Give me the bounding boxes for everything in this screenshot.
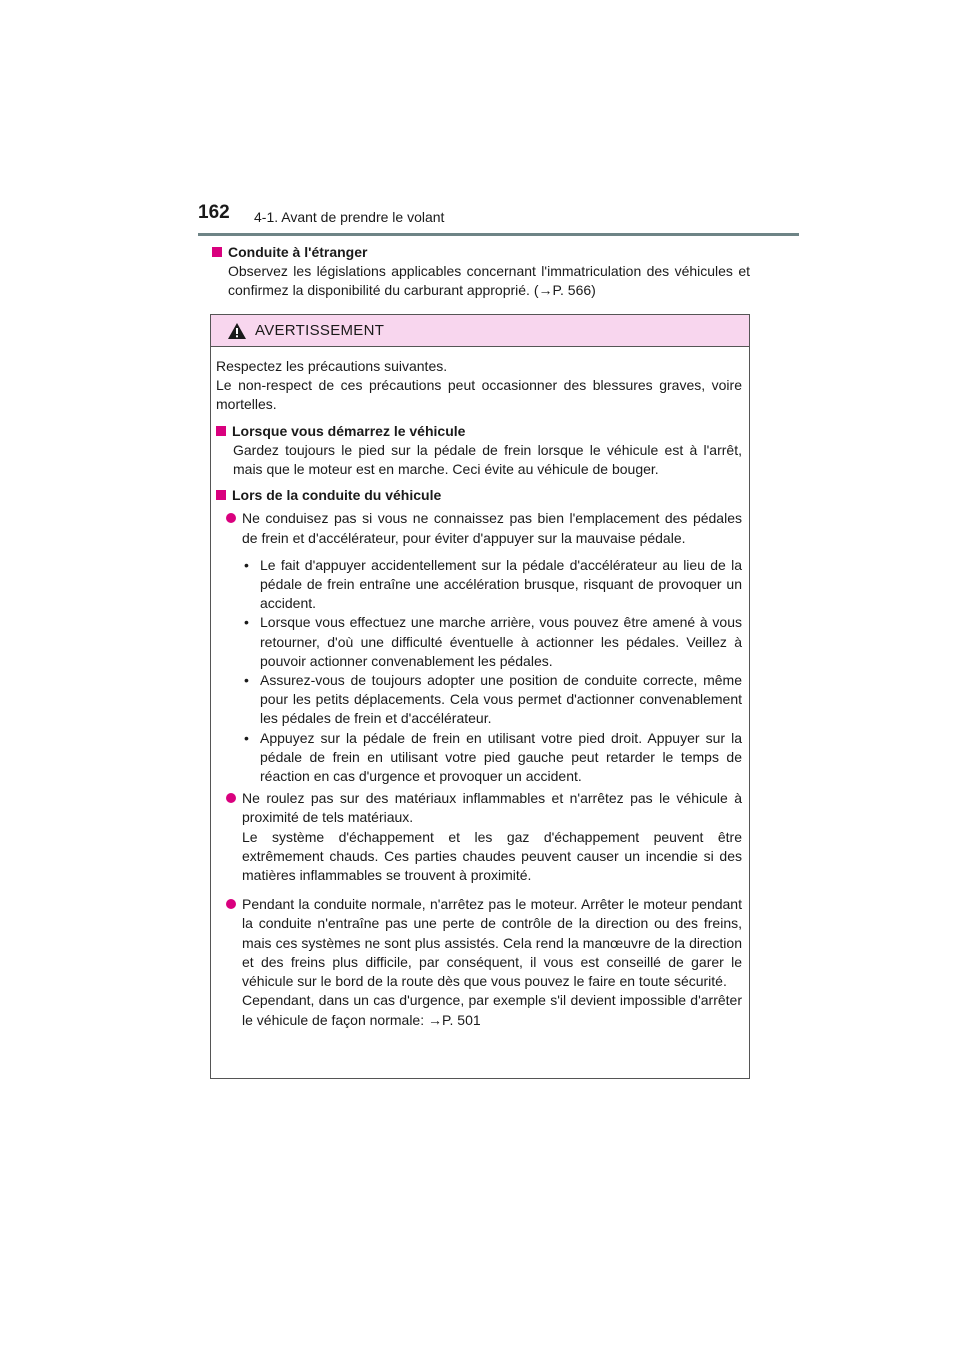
list-item [216,789,742,885]
list-item [242,613,742,671]
page-number: 162 [198,202,230,223]
item1-text: Ne conduisez pas si vous ne connaissez pas bien l'emplacement des pédales de frein et d'accélérateur, pour éviter d'appuyer sur la mauvaise pédale. [242,510,742,546]
intro-section [212,243,750,300]
bullet-mark: • [244,614,249,631]
item2-content [242,789,742,885]
bullet-mark: • [244,672,249,689]
section1-text: Gardez toujours le pied sur la pédale de frein lorsque le véhicule est à l'arrêt, mais que le moteur est en marche. Ceci évite au véhicule de bouger. [233,441,742,478]
bullet3-text: Assurez-vous de toujours adopter une position de conduite correcte, même pour les petits déplacements. Cela vous permet d'actionner convenablement les pédales de frein et d'accélérateur. [260,672,742,727]
item2-text-a: Ne roulez pas sur des matériaux inflammables et n'arrêtez pas le véhicule à proximité de tels matériaux. [242,790,742,826]
header-divider [198,233,799,236]
square-bullet-icon [216,490,226,500]
circle-bullet-icon [226,793,236,803]
intro-heading-text: Conduite à l'étranger [228,244,368,260]
item2-text-b: Le système d'échappement et les gaz d'échappement peuvent être extrêmement chauds. Ces parties chaudes peuvent causer un incendie si des matières inflammables se trouvent à proximité. [242,828,742,884]
item3-content [242,895,742,1029]
circle-bullet-icon [226,513,236,523]
warning-title: AVERTISSEMENT [255,322,385,339]
list-item [242,671,742,729]
warning-body [211,347,749,1030]
warning-intro-1: Respectez les précautions suivantes. [216,358,448,374]
sub-bullet-list [216,556,742,786]
list-item [216,895,742,1029]
warning-box [210,314,750,1079]
list-item [242,729,742,787]
section1-heading [216,422,742,441]
intro-heading [212,243,750,262]
item3-text-b: Cependant, dans un cas d'urgence, par exemple s'il devient impossible d'arrêter le véhicule de façon normale: →P. 501 [242,992,742,1028]
section-title: 4-1. Avant de prendre le volant [254,209,445,225]
bullet1-text: Le fait d'appuyer accidentellement sur la pédale d'accélérateur au lieu de la pédale de frein entraîne une accélération brusque, risquant de provoquer un accident. [260,556,742,612]
bullet-mark: • [244,556,249,573]
square-bullet-icon [212,247,222,257]
warning-triangle-icon [227,322,247,340]
bullet2-text: Lorsque vous effectuez une marche arrière, vous pouvez être amené à vous retourner, d'où une difficulté éventuelle à actionner les pédales. Veillez à pouvoir actionner convenablement les pédales. [260,614,742,669]
circle-bullet-icon [226,899,236,909]
item3-text-a: Pendant la conduite normale, n'arrêtez pas le moteur. Arrêter le moteur pendant la conduite n'entraîne pas une perte de contrôle de la direction ou des freins, mais ces systèmes ne sont plus assistés. Cela rend la manœuvre de la direction et des freins plus difficile, par conséquent, il vous est conseillé de garer le véhicule sur le bord de la route dès que vous pouvez le faire en toute sécurité. [242,896,742,990]
section2-heading-text: Lors de la conduite du véhicule [232,487,442,504]
square-bullet-icon [216,426,226,436]
list-item [216,509,742,547]
section1-heading-text: Lorsque vous démarrez le véhicule [232,422,466,439]
bullet-mark: • [244,729,249,746]
section2-heading [216,486,742,505]
intro-text: Observez les législations applicables concernant l'immatriculation des véhicules et confirmez la disponibilité du carburant approprié. (→P. 566) [228,263,750,298]
warning-header [211,315,749,347]
bullet4-text: Appuyez sur la pédale de frein en utilisant votre pied droit. Appuyer sur la pédale de frein en utilisant votre pied gauche peut retarder le temps de réaction en cas d'urgence et provoquer un accident. [260,729,742,785]
warning-intro-2: Le non-respect de ces précautions peut occasionner des blessures graves, voire mortelles. [216,377,742,413]
list-item [242,556,742,614]
